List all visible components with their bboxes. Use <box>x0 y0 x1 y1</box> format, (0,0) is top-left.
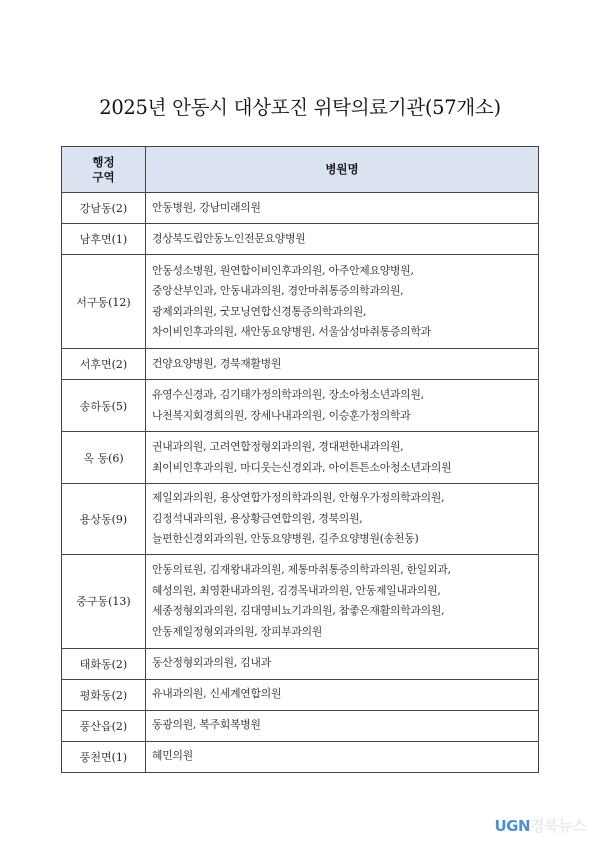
hospital-table <box>61 146 539 773</box>
watermark-suffix: 경북뉴스 <box>530 817 586 835</box>
hospital-line: 늘편한신경외과의원, 안동요양병원, 길주요양병원(송천동) <box>152 532 419 545</box>
hospital-line: 안동병원, 강남미래의원 <box>152 200 261 214</box>
hospital-line: 세종정형외과의원, 김대영비뇨기과의원, 참좋은재활의학과의원, <box>152 604 445 617</box>
hospital-cell <box>146 380 539 432</box>
table-row <box>62 193 539 224</box>
news-watermark <box>494 815 586 836</box>
table-row <box>62 554 539 648</box>
hospital-line: 안동의료원, 김재왕내과의원, 제통마취통증의학과의원, 한일외과, <box>152 563 451 576</box>
hospital-line: 차이비인후과의원, 새안동요양병원, 서울삼성마취통증의학과 <box>152 325 431 338</box>
district-cell: 풍천면(1) <box>62 741 146 772</box>
header-district <box>62 147 146 193</box>
district-cell: 평화동(2) <box>62 679 146 710</box>
hospital-line: 중앙산부인과, 안동내과의원, 경안마취통증의학과의원, <box>152 284 404 297</box>
hospital-cell <box>146 741 539 772</box>
header-district-line1: 행정 <box>92 154 115 169</box>
table-row <box>62 710 539 741</box>
district-cell: 옥 동(6) <box>62 432 146 484</box>
hospital-line: 안동성소병원, 원연합이비인후과의원, 아주안제요양병원, <box>152 263 414 277</box>
district-cell: 풍산읍(2) <box>62 710 146 741</box>
watermark-prefix: UGN <box>494 817 531 835</box>
hospital-line: 제일외과의원, 용상연합가정의학과의원, 안형우가정의학과의원, <box>152 491 445 504</box>
table-row <box>62 648 539 679</box>
hospital-cell <box>146 648 539 679</box>
hospital-cell <box>146 193 539 224</box>
district-cell: 강남동(2) <box>62 193 146 224</box>
district-cell: 송하동(5) <box>62 380 146 432</box>
hospital-line: 권내과의원, 고려연합정형외과의원, 경대편한내과의원, <box>152 440 404 453</box>
table-row <box>62 224 539 255</box>
page-title: 2025년 안동시 대상포진 위탁의료기관(57개소) <box>99 96 501 119</box>
hospital-line: 유영수신경과, 김기태가정의학과의원, 장소아청소년과의원, <box>152 388 424 401</box>
hospital-line: 최이비인후과의원, 마디웃는신경외과, 아이튼튼소아청소년과의원 <box>152 460 452 474</box>
hospital-line: 동광의원, 복주회복병원 <box>152 718 261 732</box>
district-cell: 중구동(13) <box>62 554 146 648</box>
district-cell: 남후면(1) <box>62 224 146 255</box>
hospital-cell <box>146 255 539 349</box>
table-header-row <box>62 147 539 193</box>
table-row <box>62 484 539 555</box>
hospital-cell <box>146 432 539 484</box>
hospital-cell <box>146 349 539 380</box>
header-hospital: 병원명 <box>146 147 539 193</box>
hospital-cell <box>146 679 539 710</box>
table-row <box>62 255 539 349</box>
table-row <box>62 432 539 484</box>
table-row <box>62 679 539 710</box>
hospital-cell <box>146 710 539 741</box>
district-cell: 서구동(12) <box>62 255 146 349</box>
hospital-line: 안동제일정형외과의원, 장피부과의원 <box>152 624 323 638</box>
district-cell: 태화동(2) <box>62 648 146 679</box>
hospital-line: 혜성의원, 최영환내과의원, 김경목내과의원, 안동제일내과의원, <box>152 583 441 597</box>
header-district-line2: 구역 <box>92 169 115 184</box>
hospital-cell <box>146 224 539 255</box>
district-cell: 용상동(9) <box>62 484 146 555</box>
hospital-cell <box>146 484 539 555</box>
hospital-line: 유내과의원, 신세계연합의원 <box>152 687 282 701</box>
hospital-line: 혜민의원 <box>152 749 193 763</box>
hospital-line: 김정석내과의원, 용상황금연합의원, 경북의원, <box>152 511 363 525</box>
table-row <box>62 349 539 380</box>
hospital-line: 경상북도립안동노인전문요양병원 <box>152 231 306 245</box>
hospital-line: 동산정형외과의원, 김내과 <box>152 656 271 670</box>
table-row <box>62 741 539 772</box>
table-row <box>62 380 539 432</box>
district-cell: 서후면(2) <box>62 349 146 380</box>
hospital-line: 건양요양병원, 경북재활병원 <box>152 356 282 370</box>
hospital-cell <box>146 554 539 648</box>
hospital-line: 나천복지회경희의원, 장세나내과의원, 이승훈가정의학과 <box>152 408 411 422</box>
hospital-line: 광제외과의원, 굿모닝연합신경통증의학과의원, <box>152 304 367 318</box>
